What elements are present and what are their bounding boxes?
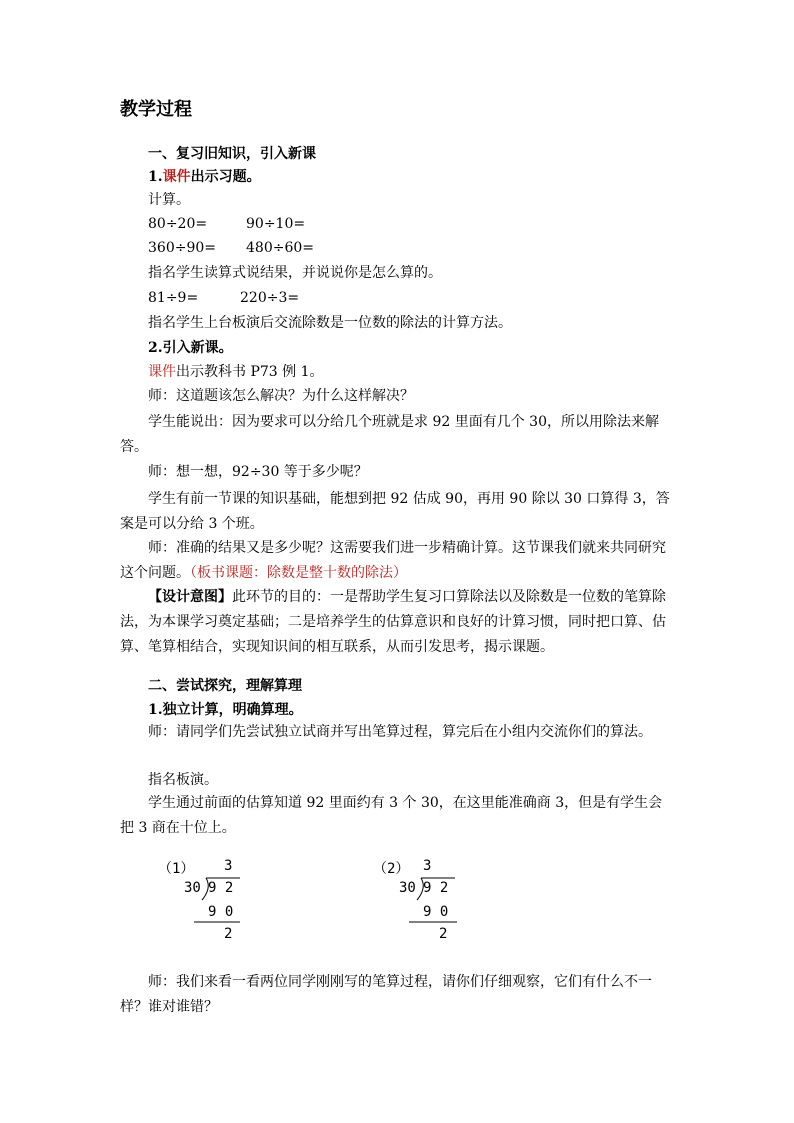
exercise-row-2 bbox=[148, 238, 708, 258]
s1-item-1-num: 1. bbox=[148, 169, 163, 185]
exercise: 90÷10= bbox=[246, 216, 306, 232]
divisor: 30 bbox=[184, 880, 201, 896]
remainder: 2 bbox=[439, 926, 448, 942]
paragraph: 指名学生读算式说结果，并说说你是怎么算的。 bbox=[148, 265, 442, 281]
division-label: （1） bbox=[158, 861, 195, 877]
exercise: 360÷90= bbox=[148, 240, 216, 256]
page-title: 教学过程 bbox=[120, 99, 192, 120]
divisor: 30 bbox=[399, 880, 416, 896]
s1-item-2: 2.引入新课。 bbox=[148, 340, 233, 356]
paragraph bbox=[148, 362, 708, 382]
courseware-term: 课件 bbox=[162, 169, 191, 185]
product: 9 0 bbox=[423, 904, 449, 920]
long-division-2 bbox=[365, 856, 485, 946]
exercise: 220÷3= bbox=[240, 290, 300, 306]
quotient: 3 bbox=[224, 858, 233, 874]
design-intent-label: 【设计意图】 bbox=[148, 589, 232, 605]
s1-item-1 bbox=[148, 167, 708, 187]
exercise-row-3 bbox=[148, 288, 708, 308]
division-label: （2） bbox=[373, 861, 410, 877]
paragraph: 学生通过前面的估算知道 92 里面约有 3 个 30，在这里能准确商 3，但是有学生会把 3 商在十位上。 bbox=[120, 795, 663, 836]
s2-item-1: 1.独立计算，明确算理。 bbox=[148, 702, 303, 718]
board-title: （板书课题：除数是整十数的除法） bbox=[190, 565, 407, 581]
product: 9 0 bbox=[208, 904, 234, 920]
paragraph: 学生能说出：因为要求可以分给几个班就是求 92 里面有几个 30，所以用除法来解答。 bbox=[120, 414, 659, 455]
exercise: 80÷20= bbox=[148, 216, 208, 232]
paragraph bbox=[120, 536, 676, 586]
exercise: 480÷60= bbox=[246, 240, 314, 256]
paragraph: 指名学生上台板演后交流除数是一位数的除法的计算方法。 bbox=[148, 315, 512, 331]
s1-item-1-rest: 出示习题。 bbox=[190, 169, 261, 185]
exercise: 81÷9= bbox=[148, 290, 199, 306]
courseware-term: 课件 bbox=[148, 364, 176, 380]
section-1-heading: 一、复习旧知识，引入新课 bbox=[148, 146, 316, 162]
division-bracket bbox=[365, 856, 485, 946]
paragraph: 师：请同学们先尝试独立试商并写出笔算过程，算完后在小组内交流你们的算法。 bbox=[148, 724, 652, 740]
paragraph: 学生有前一节课的知识基础，能想到把 92 估成 90，再用 90 除以 30 口算得 3，答案是可以分给 3 个班。 bbox=[120, 491, 670, 532]
remainder: 2 bbox=[224, 926, 233, 942]
quotient: 3 bbox=[423, 858, 432, 874]
dividend: 9 2 bbox=[208, 880, 234, 896]
calc-label: 计算。 bbox=[148, 192, 190, 208]
long-division-1 bbox=[150, 856, 270, 946]
exercise-row-1 bbox=[148, 214, 708, 234]
paragraph: 师：这道题该怎么解决？为什么这样解决？ bbox=[148, 388, 414, 404]
section-2-heading: 二、尝试探究，理解算理 bbox=[148, 678, 302, 694]
division-bracket bbox=[150, 856, 270, 946]
dividend: 9 2 bbox=[423, 880, 449, 896]
paragraph: 师：我们来看一看两位同学刚刚写的笔算过程，请你们仔细观察，它们有什么不一样？谁对谁错？ bbox=[120, 974, 652, 1015]
paragraph-rest: 出示教科书 P73 例 1。 bbox=[176, 364, 324, 380]
design-intent-text: 此环节的目的：一是帮助学生复习口算除法以及除数是一位数的笔算除法，为本课学习奠定基础；二是培养学生的估算意识和良好的计算习惯，同时把口算、估算、笔算相结合，实现知识间的相互联系，从而引发思考，揭示课题。 bbox=[120, 589, 666, 655]
paragraph: 师：想一想，92÷30 等于多少呢？ bbox=[148, 464, 368, 480]
paragraph-text: 师：准确的结果又是多少呢？这需要我们进一步精确计算。这节课我们就来共同研究这个问题。 bbox=[120, 540, 666, 581]
design-intent bbox=[120, 585, 676, 660]
paragraph: 指名板演。 bbox=[148, 772, 218, 788]
